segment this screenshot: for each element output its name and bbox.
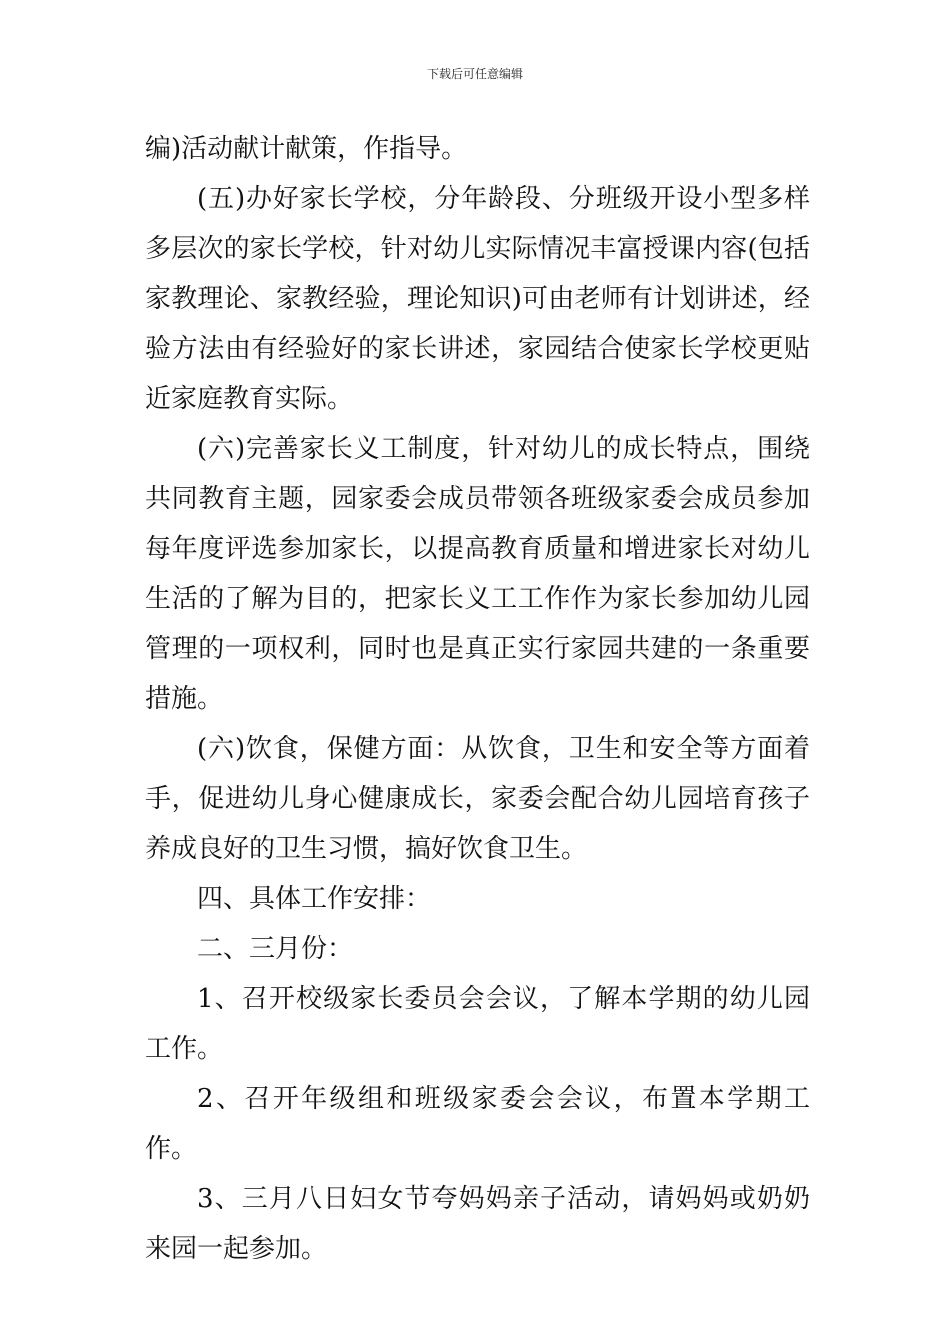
section-heading-work-plan: 四、具体工作安排： (197, 884, 432, 914)
page-header: 下载后可任意编辑 (426, 67, 523, 81)
list-item-2: 2、召开年级组和班级家委会会议，布置本学期工作。 (145, 1084, 810, 1164)
list-item-3: 3、三月八日妇女节夸妈妈亲子活动，请妈妈或奶奶来园一起参加。 (145, 1184, 810, 1264)
list-item-1: 1、召开校级家长委员会会议，了解本学期的幼儿园工作。 (145, 984, 810, 1064)
paragraph-volunteer-system: (六)完善家长义工制度，针对幼儿的成长特点，围绕共同教育主题，园家委会成员带领各班级家委会成员参加每年度评选参加家长，以提高教育质量和增进家长对幼儿生活的了解为目的，把家长义工工作作为家长参加幼儿园管理的一项权利，同时也是真正实行家园共建的一条重要措施。 (145, 434, 810, 714)
paragraph-diet-health: (六)饮食，保健方面：从饮食，卫生和安全等方面着手，促进幼儿身心健康成长，家委会配合幼儿园培育孩子养成良好的卫生习惯，搞好饮食卫生。 (145, 734, 810, 864)
paragraph-continuation: 编)活动献计献策，作指导。 (145, 134, 468, 164)
paragraph-parent-school: (五)办好家长学校，分年龄段、分班级开设小型多样多层次的家长学校，针对幼儿实际情况丰富授课内容(包括家教理论、家教经验，理论知识)可由老师有计划讲述，经验方法由有经验好的家长讲述，家园结合使家长学校更贴近家庭教育实际。 (145, 184, 810, 414)
subheading-february-march: 二、三月份： (197, 934, 354, 964)
document-body (145, 124, 810, 1274)
